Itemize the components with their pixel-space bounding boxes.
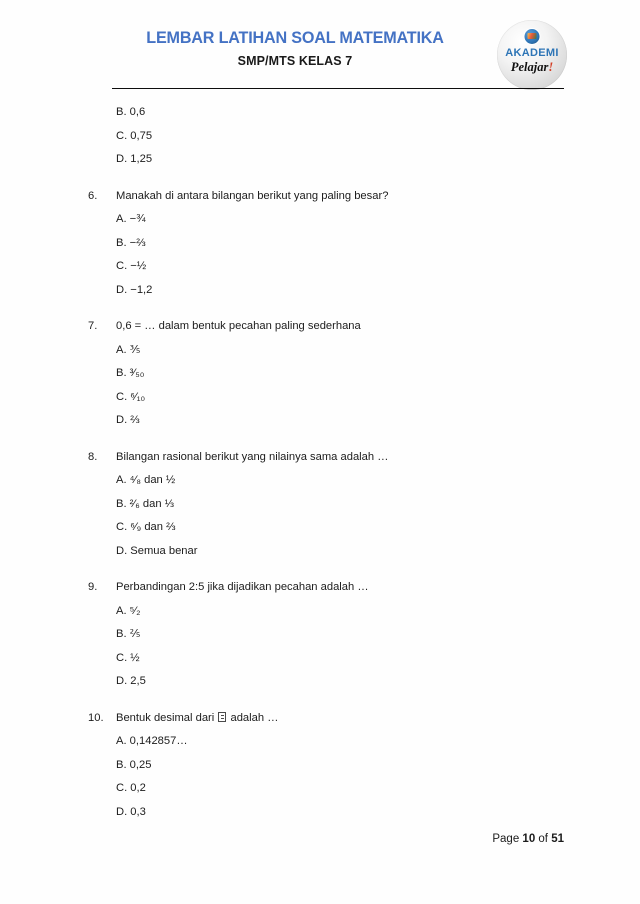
spacer: [0, 176, 640, 189]
question-number: 7.: [88, 320, 98, 332]
document-header: [0, 0, 640, 95]
spacer: [0, 567, 640, 580]
footer-prefix: Page: [492, 833, 523, 845]
question-item: [0, 189, 640, 203]
option-item: D. ⅔: [116, 414, 140, 426]
question-text-before: Bentuk desimal dari: [116, 711, 215, 724]
page-subtitle: SMP/MTS KELAS 7: [237, 54, 353, 68]
spacer: [0, 698, 640, 711]
option-item: C. ⁶⁄₉ dan ⅔: [116, 521, 176, 533]
globe-icon: [524, 28, 541, 45]
option-item: D. 2,5: [116, 675, 146, 687]
option-item: C. ½: [116, 651, 140, 664]
option-item: C. 0,2: [116, 782, 146, 794]
option-item: D. Semua benar: [116, 544, 198, 557]
question-text: Manakah di antara bilangan berikut yang paling besar?: [116, 189, 389, 202]
option-item: B. ³⁄₅₀: [116, 367, 145, 379]
option-item: A. ⅗: [116, 343, 141, 356]
option-item: D. −1,2: [116, 283, 153, 296]
spacer: [0, 437, 640, 450]
logo-pelajar-text: [497, 60, 567, 75]
option-item: C. ⁶⁄₁₀: [116, 390, 146, 403]
question-item: [0, 450, 640, 464]
option-item: B. ²⁄₆ dan ⅓: [116, 497, 174, 510]
page-footer: [0, 833, 640, 845]
question-text: [116, 711, 640, 725]
option-item: B. −⅔: [116, 236, 146, 249]
option-item: A. 0,142857…: [116, 735, 188, 747]
logo-exclamation: !: [548, 60, 554, 74]
option-item: D. 0,3: [116, 805, 146, 818]
logo-akademi-text: AKADEMI: [505, 47, 559, 59]
total-page-number: 51: [551, 833, 564, 845]
question-number: 6.: [88, 189, 98, 202]
current-page-number: 10: [522, 833, 536, 845]
option-item: A. ⁴⁄₈ dan ½: [116, 474, 176, 486]
page-title: LEMBAR LATIHAN SOAL MATEMATIKA: [146, 29, 444, 47]
question-item: [0, 580, 640, 594]
question-item: [0, 319, 640, 333]
option-item: C. 0,75: [116, 129, 153, 142]
question-number: 8.: [88, 450, 98, 463]
option-item: A. ⁵⁄₂: [116, 604, 141, 617]
option-item: B. 0,6: [116, 106, 146, 118]
footer-middle: of: [535, 833, 552, 845]
spacer: [0, 306, 640, 319]
missing-glyph-box: [218, 712, 226, 722]
question-item: [0, 711, 640, 725]
header-divider: [112, 88, 564, 89]
akademi-pelajar-logo: [497, 20, 567, 90]
question-text: Bilangan rasional berikut yang nilainya sama adalah …: [116, 450, 389, 463]
logo-pelajar-word: Pelajar: [510, 60, 549, 74]
question-text: 0,6 = … dalam bentuk pecahan paling sederhana: [116, 320, 361, 332]
question-text: Perbandingan 2:5 jika dijadikan pecahan adalah …: [116, 581, 369, 593]
option-item: A. −¾: [116, 213, 146, 225]
option-item: D. 1,25: [116, 153, 153, 165]
question-text-after: adalah …: [230, 711, 279, 724]
option-item: C. −½: [116, 260, 147, 272]
question-number: 10.: [88, 711, 104, 724]
option-item: B. ⅖: [116, 628, 141, 640]
question-list: [0, 105, 640, 828]
question-number: 9.: [88, 581, 98, 593]
option-item: B. 0,25: [116, 758, 152, 771]
header-title-block: [110, 28, 480, 68]
